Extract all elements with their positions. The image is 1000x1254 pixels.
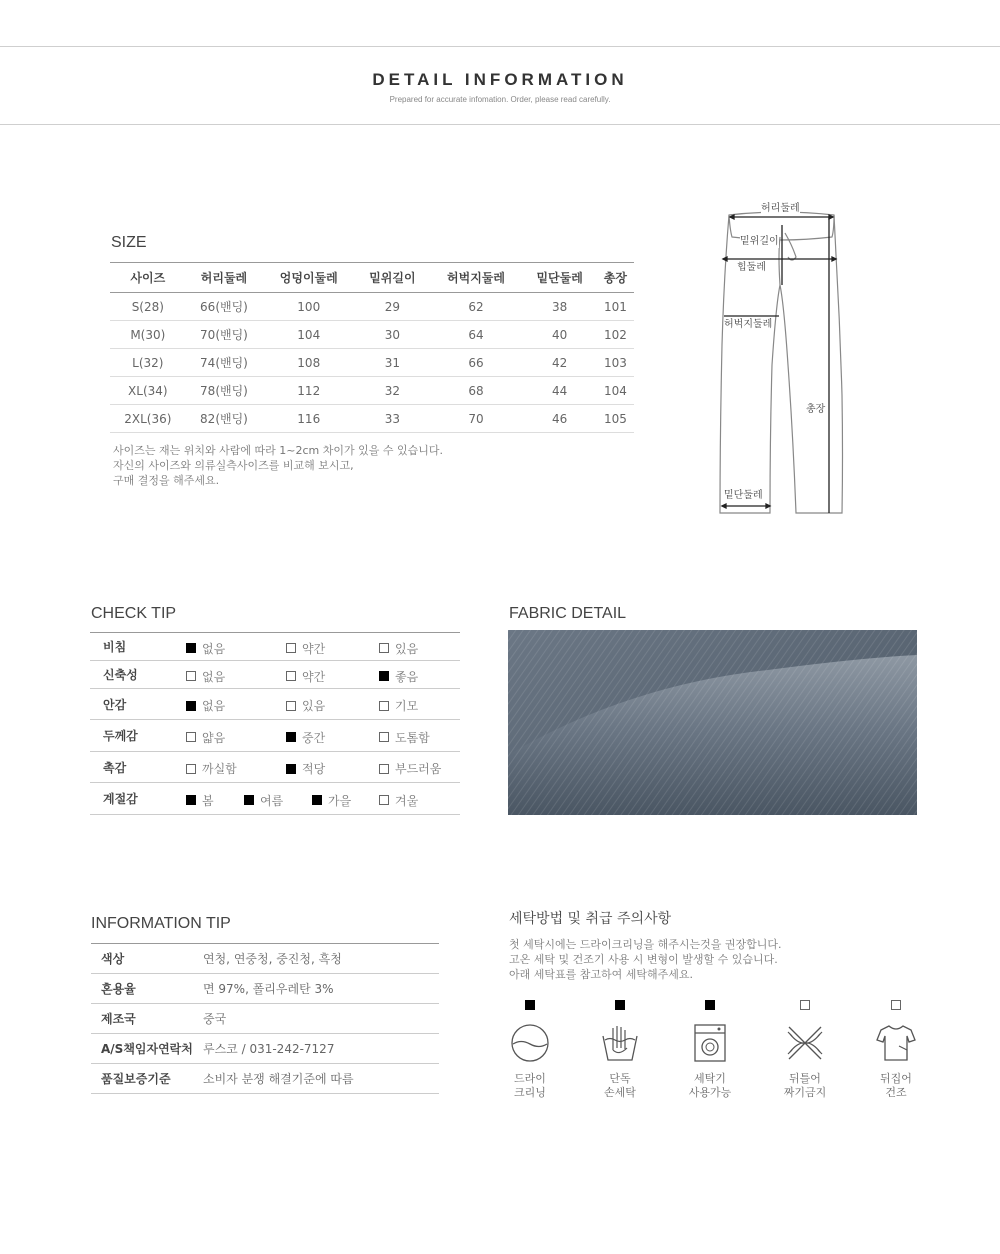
check-option-label: 있음 xyxy=(302,699,326,713)
washing-note-line: 아래 세탁표를 참고하여 세탁해주세요. xyxy=(509,968,694,981)
size-cell: L(32) xyxy=(110,349,186,377)
washing-title: 세탁방법 및 취급 주의사항 xyxy=(509,911,672,927)
checked-box-icon xyxy=(286,732,296,742)
check-option-label: 가을 xyxy=(328,793,352,808)
size-cell: 100 xyxy=(262,293,355,321)
check-option xyxy=(186,640,225,657)
diagram-label-waist: 허리둘레 xyxy=(761,203,800,214)
size-column-header: 허리둘레 xyxy=(186,263,263,293)
info-value: 루스코 / 031-242-7127 xyxy=(203,1034,439,1064)
check-option xyxy=(379,668,418,685)
size-cell: 68 xyxy=(430,377,523,405)
care-item xyxy=(500,1000,560,1100)
check-option xyxy=(286,640,325,657)
check-options xyxy=(186,783,460,815)
check-option-label: 약간 xyxy=(302,669,326,684)
check-option-label: 까실함 xyxy=(202,762,237,776)
size-cell: 64 xyxy=(430,321,523,349)
unchecked-box-icon xyxy=(800,1000,810,1010)
size-column-header: 밑단둘레 xyxy=(522,263,596,293)
check-option xyxy=(379,729,430,746)
care-label-line: 건조 xyxy=(885,1086,907,1099)
size-cell: 30 xyxy=(355,321,429,349)
fabric-detail-image xyxy=(508,630,917,815)
care-label-line: 크리닝 xyxy=(514,1086,546,1099)
inside-out-icon xyxy=(875,1022,917,1064)
information-tip-table xyxy=(91,943,439,1094)
check-options xyxy=(186,689,460,720)
checked-box-icon xyxy=(244,795,254,805)
check-option-label: 있음 xyxy=(395,641,419,656)
check-option-label: 없음 xyxy=(202,669,226,684)
check-label: 두께감 xyxy=(90,720,186,752)
check-label: 비침 xyxy=(90,633,186,661)
info-label: A/S책임자연락처 xyxy=(91,1034,203,1064)
size-column-header: 허벅지둘레 xyxy=(430,263,523,293)
checked-box-icon xyxy=(615,1000,625,1010)
size-cell: 104 xyxy=(262,321,355,349)
size-section-title: SIZE xyxy=(111,234,147,251)
check-option xyxy=(186,668,225,685)
unchecked-box-icon xyxy=(186,732,196,742)
check-option xyxy=(379,697,418,714)
info-value: 연청, 연중청, 중진청, 흑청 xyxy=(203,944,439,974)
size-cell: 62 xyxy=(430,293,523,321)
unchecked-box-icon xyxy=(286,701,296,711)
size-cell: 105 xyxy=(597,405,634,433)
info-row xyxy=(91,944,439,974)
pants-outline-icon xyxy=(700,195,870,525)
unchecked-box-icon xyxy=(379,732,389,742)
size-column-header: 사이즈 xyxy=(110,263,186,293)
check-option-label: 기모 xyxy=(395,699,419,713)
info-row xyxy=(91,974,439,1004)
washing-note-line: 첫 세탁시에는 드라이크리닝을 해주시는것을 권장합니다. xyxy=(509,938,782,951)
unchecked-box-icon xyxy=(379,795,389,805)
header-top-rule xyxy=(0,46,1000,47)
size-cell: S(28) xyxy=(110,293,186,321)
size-cell: 103 xyxy=(597,349,634,377)
check-row xyxy=(90,752,460,783)
unchecked-box-icon xyxy=(186,671,196,681)
checked-box-icon xyxy=(379,671,389,681)
size-cell: 40 xyxy=(522,321,596,349)
check-options xyxy=(186,752,460,783)
size-note-line: 자신의 사이즈와 의류실측사이즈를 비교해 보시고, xyxy=(113,459,354,472)
pants-measurement-diagram xyxy=(700,195,870,525)
size-cell: 66(밴딩) xyxy=(186,293,263,321)
size-notes xyxy=(113,443,443,488)
check-label: 계절감 xyxy=(90,783,186,815)
checked-box-icon xyxy=(525,1000,535,1010)
size-note-line: 사이즈는 재는 위치와 사람에 따라 1~2cm 차이가 있을 수 있습니다. xyxy=(113,444,443,457)
check-row xyxy=(90,661,460,689)
check-label: 촉감 xyxy=(90,752,186,783)
check-row xyxy=(90,633,460,661)
check-option xyxy=(286,729,325,746)
care-label-line: 단독 xyxy=(609,1072,631,1085)
check-option-label: 도톰함 xyxy=(395,730,430,745)
check-options xyxy=(186,661,460,689)
size-table-header xyxy=(110,263,634,293)
check-option xyxy=(186,729,225,746)
check-option xyxy=(286,697,325,714)
table-row xyxy=(110,349,634,377)
care-label-line: 뒤집어 xyxy=(880,1072,912,1085)
diagram-label-length: 총장 xyxy=(806,404,826,415)
size-cell: 66 xyxy=(430,349,523,377)
care-label-line: 뒤틀어 xyxy=(789,1072,821,1085)
unchecked-box-icon xyxy=(379,764,389,774)
checked-box-icon xyxy=(312,795,322,805)
info-row xyxy=(91,1034,439,1064)
info-row xyxy=(91,1064,439,1094)
size-cell: 46 xyxy=(522,405,596,433)
check-option xyxy=(186,760,237,777)
checked-box-icon xyxy=(286,764,296,774)
checked-box-icon xyxy=(705,1000,715,1010)
info-label: 색상 xyxy=(91,944,203,974)
unchecked-box-icon xyxy=(286,643,296,653)
size-cell: 44 xyxy=(522,377,596,405)
check-row xyxy=(90,689,460,720)
check-options xyxy=(186,720,460,752)
info-value: 중국 xyxy=(203,1004,439,1034)
info-label: 혼용율 xyxy=(91,974,203,1004)
size-table xyxy=(110,262,634,433)
size-cell: 31 xyxy=(355,349,429,377)
dry-clean-icon xyxy=(509,1022,551,1064)
unchecked-box-icon xyxy=(379,643,389,653)
check-options xyxy=(186,633,460,661)
check-option-label: 얇음 xyxy=(202,730,226,745)
size-cell: 33 xyxy=(355,405,429,433)
check-option-label: 여름 xyxy=(260,793,284,808)
table-row xyxy=(110,405,634,433)
info-label: 제조국 xyxy=(91,1004,203,1034)
care-label-line: 짜기금지 xyxy=(783,1086,827,1099)
header-bottom-rule xyxy=(0,124,1000,125)
care-item xyxy=(590,1000,650,1100)
check-option xyxy=(186,792,214,809)
check-option-label: 겨울 xyxy=(395,793,419,808)
care-label-line: 드라이 xyxy=(514,1072,546,1085)
unchecked-box-icon xyxy=(891,1000,901,1010)
size-cell: 42 xyxy=(522,349,596,377)
diagram-label-hem: 밑단둘레 xyxy=(724,490,763,501)
check-option-label: 적당 xyxy=(302,762,326,776)
diagram-label-thigh: 허벅지둘레 xyxy=(724,319,773,330)
check-option-label: 좋음 xyxy=(395,669,419,684)
page-title: DETAIL INFORMATION xyxy=(372,70,628,89)
size-cell: 102 xyxy=(597,321,634,349)
info-label: 품질보증기준 xyxy=(91,1064,203,1094)
hand-wash-icon xyxy=(599,1022,641,1064)
table-row xyxy=(110,293,634,321)
table-row xyxy=(110,321,634,349)
check-option xyxy=(186,697,225,714)
unchecked-box-icon xyxy=(379,701,389,711)
check-option xyxy=(379,760,441,777)
size-table-body xyxy=(110,293,634,433)
care-label-line: 사용가능 xyxy=(688,1086,732,1099)
size-cell: XL(34) xyxy=(110,377,186,405)
no-wring-icon xyxy=(784,1022,826,1064)
check-tip-title: CHECK TIP xyxy=(91,605,177,622)
check-option xyxy=(286,760,325,777)
washing-machine-icon xyxy=(689,1022,731,1064)
check-option-label: 없음 xyxy=(202,641,226,656)
diagram-label-rise: 밑위길이 xyxy=(740,236,779,247)
checked-box-icon xyxy=(186,701,196,711)
information-tip-title: INFORMATION TIP xyxy=(91,915,231,932)
table-row xyxy=(110,377,634,405)
washing-notes xyxy=(509,937,782,982)
fabric-detail-title: FABRIC DETAIL xyxy=(509,605,627,622)
check-option xyxy=(379,640,418,657)
check-option xyxy=(286,668,325,685)
size-cell: 104 xyxy=(597,377,634,405)
checked-box-icon xyxy=(186,795,196,805)
size-cell: 29 xyxy=(355,293,429,321)
size-column-header: 엉덩이둘레 xyxy=(262,263,355,293)
info-value: 면 97%, 폴리우레탄 3% xyxy=(203,974,439,1004)
unchecked-box-icon xyxy=(186,764,196,774)
check-option-label: 중간 xyxy=(302,730,326,745)
check-option-label: 약간 xyxy=(302,641,326,656)
denim-fabric-icon xyxy=(508,630,917,815)
size-cell: 82(밴딩) xyxy=(186,405,263,433)
size-cell: 78(밴딩) xyxy=(186,377,263,405)
check-option xyxy=(379,792,418,809)
page-subtitle: Prepared for accurate infomation. Order, please read carefully. xyxy=(389,95,611,104)
washing-note-line: 고온 세탁 및 건조기 사용 시 변형이 발생할 수 있습니다. xyxy=(509,953,778,966)
check-tip-table xyxy=(90,632,460,815)
check-label: 안감 xyxy=(90,689,186,720)
size-cell: 108 xyxy=(262,349,355,377)
check-option xyxy=(312,792,351,809)
size-cell: 70 xyxy=(430,405,523,433)
info-row xyxy=(91,1004,439,1034)
unchecked-box-icon xyxy=(286,671,296,681)
care-item xyxy=(680,1000,740,1100)
info-value: 소비자 분쟁 해결기준에 따름 xyxy=(203,1064,439,1094)
care-item xyxy=(775,1000,835,1100)
care-item xyxy=(866,1000,926,1100)
check-label: 신축성 xyxy=(90,661,186,689)
check-option-label: 없음 xyxy=(202,699,226,713)
care-label-line: 세탁기 xyxy=(694,1072,726,1085)
size-cell: 101 xyxy=(597,293,634,321)
size-cell: 38 xyxy=(522,293,596,321)
size-cell: 116 xyxy=(262,405,355,433)
diagram-label-hip: 힙둘레 xyxy=(737,262,766,273)
size-cell: 32 xyxy=(355,377,429,405)
check-option-label: 봄 xyxy=(202,793,214,808)
check-option-label: 부드러움 xyxy=(395,762,442,776)
size-cell: 112 xyxy=(262,377,355,405)
size-note-line: 구매 결정을 해주세요. xyxy=(113,474,220,487)
size-cell: 70(밴딩) xyxy=(186,321,263,349)
size-column-header: 밑위길이 xyxy=(355,263,429,293)
check-option xyxy=(244,792,283,809)
checked-box-icon xyxy=(186,643,196,653)
check-row xyxy=(90,720,460,752)
size-cell: 2XL(36) xyxy=(110,405,186,433)
care-label-line: 손세탁 xyxy=(604,1086,636,1099)
check-row xyxy=(90,783,460,815)
size-cell: 74(밴딩) xyxy=(186,349,263,377)
size-column-header: 총장 xyxy=(597,263,634,293)
size-cell: M(30) xyxy=(110,321,186,349)
